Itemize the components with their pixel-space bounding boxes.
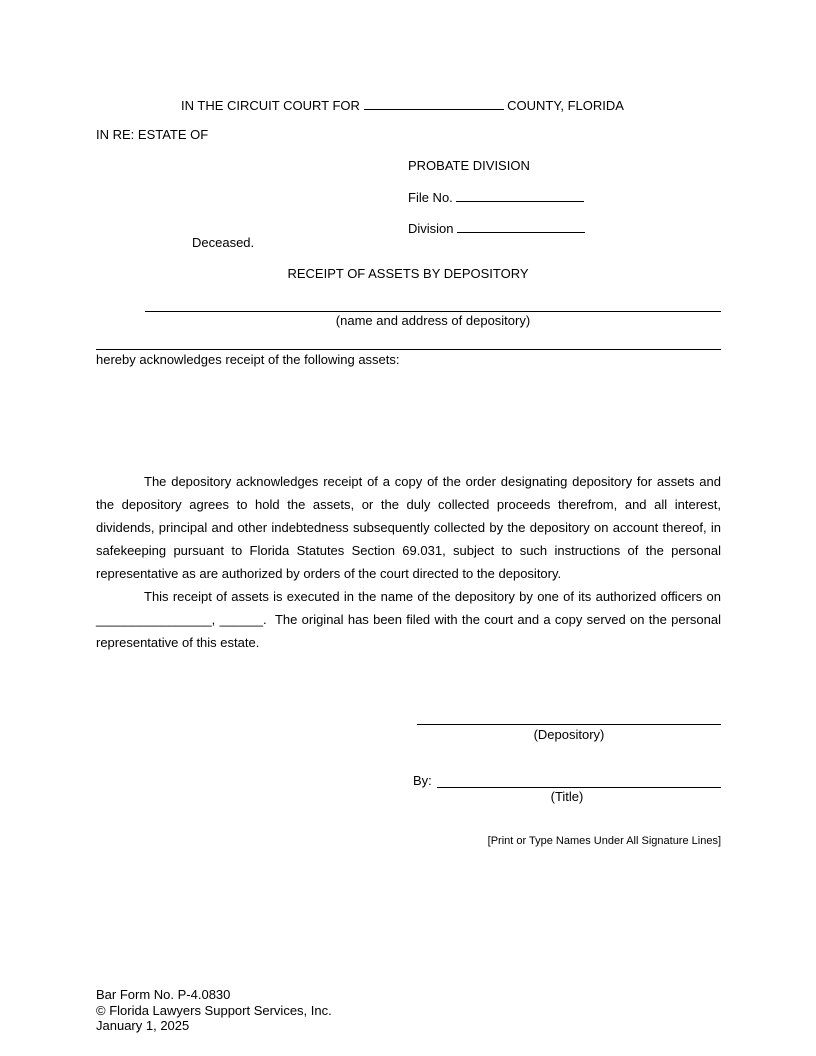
form-footer <box>96 987 332 1034</box>
division-blank[interactable] <box>457 220 585 233</box>
document-title: RECEIPT OF ASSETS BY DEPOSITORY <box>287 266 529 281</box>
file-no-label: File No. <box>408 190 453 205</box>
in-re-estate: IN RE: ESTATE OF <box>96 127 209 142</box>
copyright-notice: © Florida Lawyers Support Services, Inc. <box>96 1002 332 1018</box>
depository-name-line[interactable] <box>145 311 721 312</box>
depository-signature-line[interactable] <box>417 724 721 725</box>
depository-caption: (name and address of depository) <box>335 313 531 328</box>
file-no-blank[interactable] <box>456 189 584 202</box>
paragraph-2-line1: This receipt of assets is executed in the name of the depository by one of its authorized officers on <box>144 589 721 604</box>
file-no-line <box>408 189 584 206</box>
county-blank[interactable] <box>364 97 504 110</box>
title-caption: (Title) <box>550 789 584 804</box>
execution-date-blank[interactable]: ________________, ______. <box>96 612 267 627</box>
probate-division: PROBATE DIVISION <box>408 158 530 173</box>
paragraph-execution <box>96 585 721 654</box>
print-names-note: [Print or Type Names Under All Signature Lines] <box>487 835 721 847</box>
court-caption <box>181 97 624 114</box>
bar-form-number: Bar Form No. P-4.0830 <box>96 987 231 1002</box>
depository-signature-caption: (Depository) <box>533 727 605 742</box>
depository-address-line[interactable] <box>96 349 721 350</box>
deceased-label: Deceased. <box>192 235 255 250</box>
court-suffix: COUNTY, FLORIDA <box>507 98 624 113</box>
court-prefix: IN THE CIRCUIT COURT FOR <box>181 98 360 113</box>
division-label: Division <box>408 221 454 236</box>
paragraph-acknowledgement <box>96 470 721 585</box>
by-label: By: <box>413 773 432 788</box>
paragraph-1-text: The depository acknowledges receipt of a copy of the order designating depository for assets and the depository agrees to hold the assets, or the duly collected proceeds therefrom, and all interest, dividends, principal and other indebtedness subsequently collected by the depository on account thereof, in safekeeping pursuant to Florida Statutes Section 69.031, subject to such instructions of the personal representative as are authorized by orders of the court directed to the depository. <box>96 474 721 581</box>
officer-signature-line[interactable] <box>437 787 721 788</box>
acknowledges-line: hereby acknowledges receipt of the following assets: <box>96 352 400 367</box>
form-date: January 1, 2025 <box>96 1018 190 1033</box>
division-line <box>408 220 585 237</box>
paragraph-2-rest: The original has been filed with the court and a copy served on the personal representative of this estate. <box>96 612 721 650</box>
